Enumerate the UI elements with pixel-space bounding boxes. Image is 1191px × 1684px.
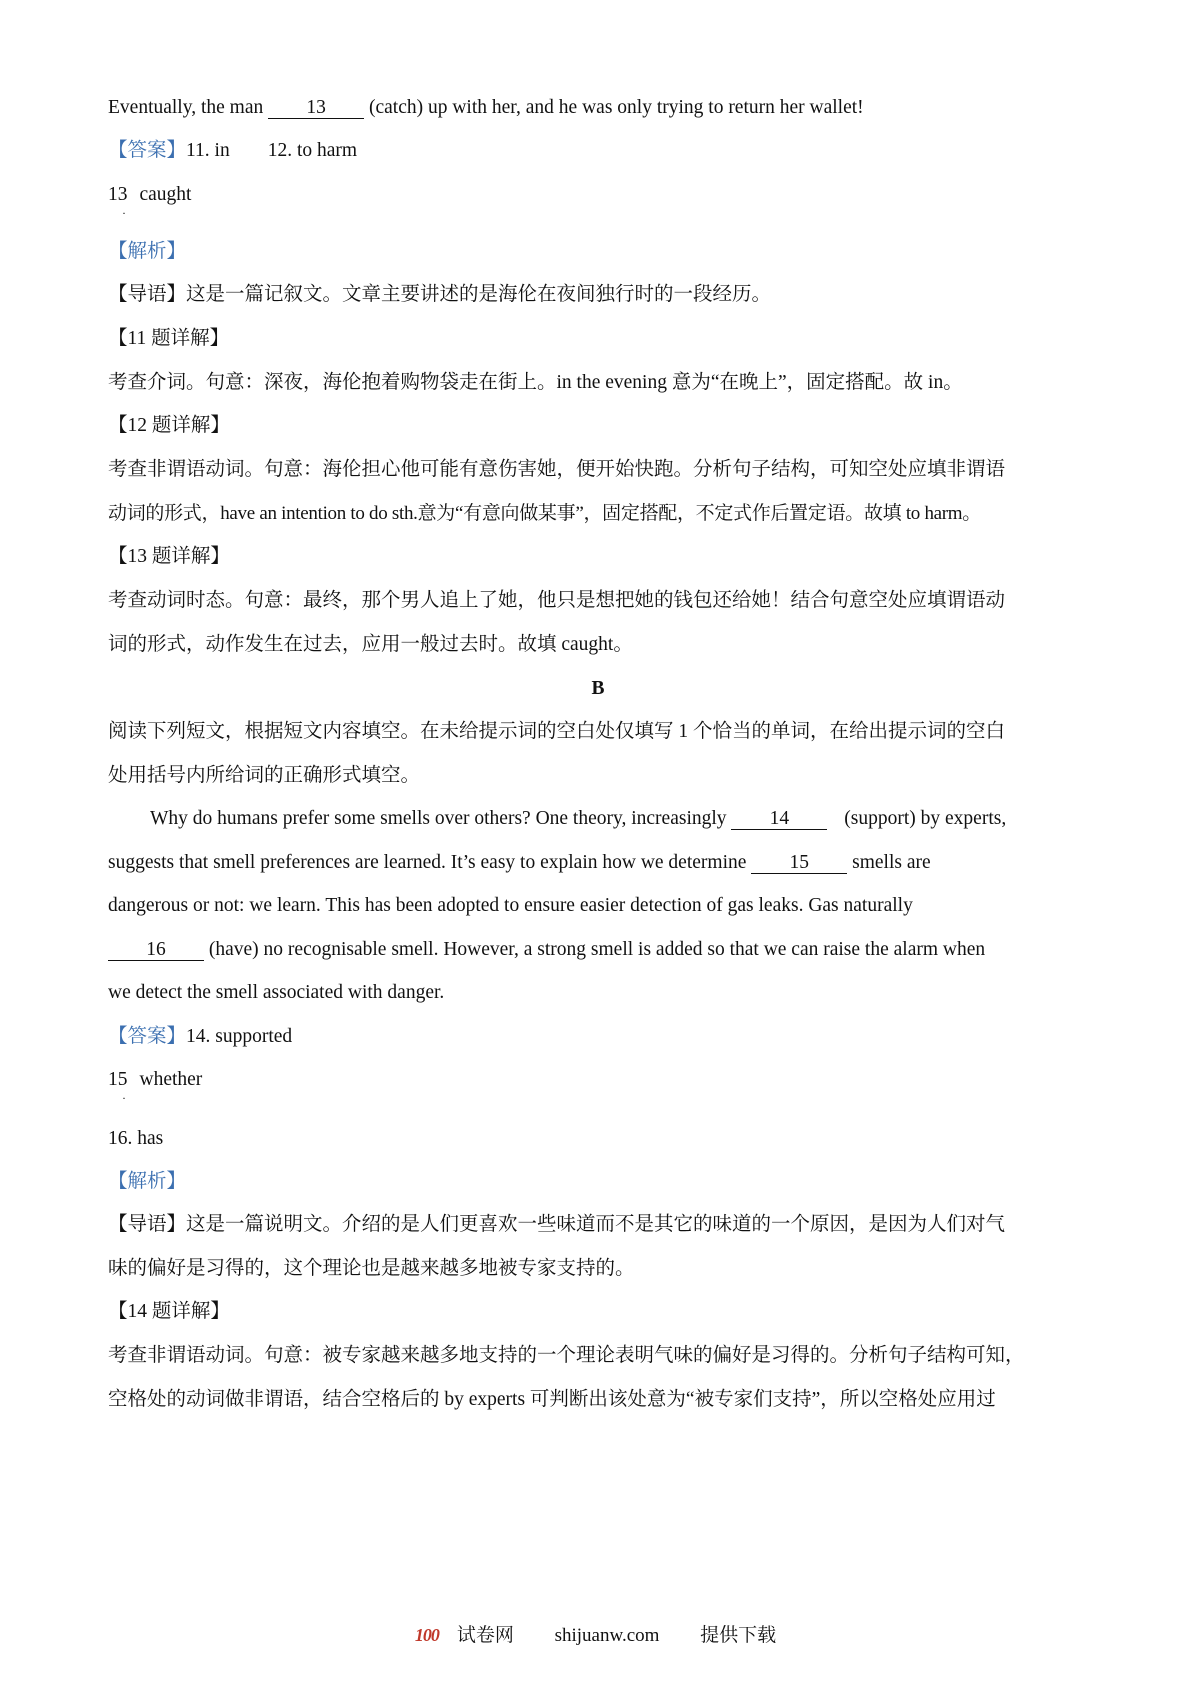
page-footer [0,1620,1191,1647]
site-name: 试卷网 [456,1625,514,1646]
bullet-dot: · [122,206,126,220]
analysis-label-a: 【解析】 [108,241,187,262]
detail-12-text-1: 考查非谓语动词。句意：海伦担心他可能有意伤害她，便开始快跑。分析句子结构，可知空处应填非谓语 [108,459,1006,480]
blank-15: 15 [751,853,847,874]
download-note: 提供下载 [700,1625,777,1646]
answer-label: 【答案】 [108,140,187,161]
answer-14: 14. supported [186,1026,293,1047]
detail-14-text-2: 空格处的动词做非谓语，结合空格后的 by experts 可判断出该处意为“被专家们支持”，所以空格处应用过 [108,1389,996,1410]
detail-11-title: 【11 题详解】 [108,328,230,349]
blank-14: 14 [731,809,827,830]
site-logo-icon: 100 [414,1625,439,1645]
bullet-dot-2: · [122,1091,126,1105]
blank-13: 13 [268,98,364,119]
answer-a [108,138,357,164]
intro-b-1: 【导语】这是一篇说明文。介绍的是人们更喜欢一些味道而不是其它的味道的一个原因，是因为人们对气 [108,1214,1006,1235]
analysis-label-b: 【解析】 [108,1171,187,1192]
detail-13-title: 【13 题详解】 [108,546,230,567]
passage-line-4: 16 (have) no recognisable smell. However, a strong smell is added so that we can raise the alarm when [108,937,985,963]
detail-12-title: 【12 题详解】 [108,415,230,436]
section-b-heading: B [591,678,605,699]
answer-11: 11. in [186,140,230,161]
passage-line-2: suggests that smell preferences are learned. It’s easy to explain how we determine 15 smells are [108,852,931,873]
detail-13-text-1: 考查动词时态。句意：最终，那个男人追上了她，他只是想把她的钱包还给她！结合句意空处应填谓语动 [108,590,1006,611]
detail-13-text-2: 词的形式，动作发生在过去，应用一般过去时。故填 caught。 [108,634,633,655]
answer-15: 15 whether [108,1069,203,1090]
detail-14-text-1: 考查非谓语动词。句意：被专家越来越多地支持的一个理论表明气味的偏好是习得的。分析句子结构可知， [108,1345,1025,1366]
answer-13: 13 caught [108,184,192,205]
intro-b-2: 味的偏好是习得的，这个理论也是越来越多地被专家支持的。 [108,1258,635,1279]
detail-12-text-2: 动词的形式，have an intention to do sth.意为“有意向做某事”，固定搭配，不定式作后置定语。故填 to harm。 [108,503,981,524]
instruction-1: 阅读下列短文，根据短文内容填空。在未给提示词的空白处仅填写 1 个恰当的单词，在给出提示词的空白 [108,721,1006,742]
q13-sentence: Eventually, the man 13 (catch) up with her, and he was only trying to return her wallet! [108,97,864,118]
passage-line-1: Why do humans prefer some smells over others? One theory, increasingly 14 (support) by experts, [150,808,1007,829]
passage-line-5: we detect the smell associated with danger. [108,982,445,1003]
detail-14-title: 【14 题详解】 [108,1301,230,1322]
passage-line-3: dangerous or not: we learn. This has been adopted to ensure easier detection of gas leaks. Gas naturally [108,895,913,916]
answer-12: 12. to harm [267,140,358,161]
detail-11-text: 考查介词。句意：深夜，海伦抱着购物袋走在街上。in the evening 意为“在晚上”，固定搭配。故 in。 [108,372,963,393]
answer-b [108,1024,292,1050]
answer-label-b: 【答案】 [108,1026,187,1047]
site-url[interactable]: shijuanw.com [554,1625,660,1646]
intro-a: 【导语】这是一篇记叙文。文章主要讲述的是海伦在夜间独行时的一段经历。 [108,284,772,305]
answer-16: 16. has [108,1128,164,1149]
blank-16: 16 [108,940,204,961]
instruction-2: 处用括号内所给词的正确形式填空。 [108,765,421,786]
